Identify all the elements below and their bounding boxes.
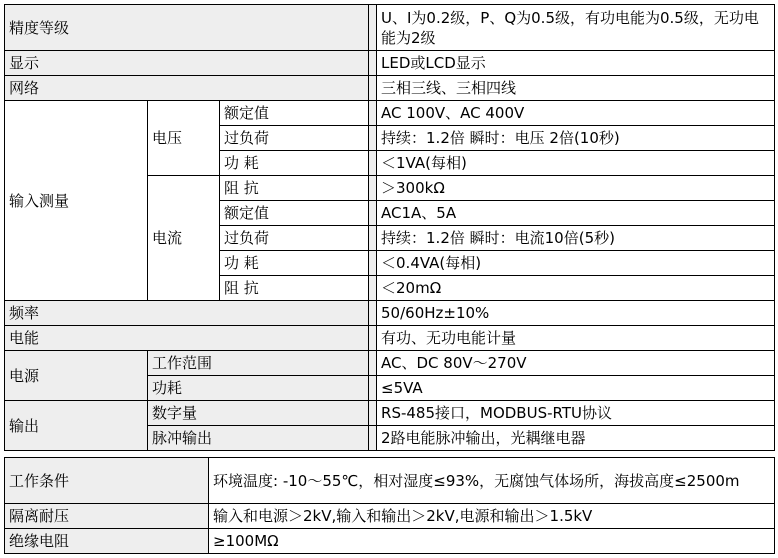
condition-label: 工作条件 (5, 458, 209, 504)
frequency-value: 50/60Hz±10% (377, 301, 775, 326)
supply-power-value: ≤5VA (377, 376, 775, 401)
voltage-label: 电压 (148, 101, 220, 176)
current-overload-value: 持续：1.2倍 瞬时：电流10倍(5秒) (377, 226, 775, 251)
current-power-value: ＜0.4VA(每相) (377, 251, 775, 276)
network-value: 三相三线、三相四线 (377, 76, 775, 101)
output-digital-row (5, 401, 775, 426)
accuracy-label: 精度等级 (5, 5, 369, 51)
voltage-power-value: ＜1VA(每相) (377, 151, 775, 176)
network-row (5, 76, 775, 101)
voltage-power-label: 功 耗 (220, 151, 369, 176)
accuracy-value: U、I为0.2级，P、Q为0.5级，有功电能为0.5级，无功电能为2级 (377, 5, 775, 51)
current-label: 电流 (148, 176, 220, 301)
voltage-rated-value: AC 100V、AC 400V (377, 101, 775, 126)
output-pulse-label: 脉冲输出 (148, 426, 369, 451)
insulation-row (5, 529, 775, 554)
current-power-label: 功 耗 (220, 251, 369, 276)
spec-table (4, 4, 775, 451)
display-row (5, 51, 775, 76)
voltage-overload-label: 过负荷 (220, 126, 369, 151)
current-overload-label: 过负荷 (220, 226, 369, 251)
current-impedance2-label: 阻 抗 (220, 276, 369, 301)
network-label: 网络 (5, 76, 369, 101)
voltage-rated-row (5, 101, 775, 126)
output-digital-label: 数字量 (148, 401, 369, 426)
display-value: LED或LCD显示 (377, 51, 775, 76)
voltage-rated-label: 额定值 (220, 101, 369, 126)
energy-label: 电能 (5, 326, 369, 351)
output-label: 输出 (5, 401, 148, 451)
environment-table (4, 457, 775, 554)
current-impedance2-value: ＜20mΩ (377, 276, 775, 301)
output-pulse-value: 2路电能脉冲输出，光耦继电器 (377, 426, 775, 451)
current-impedance-label: 阻 抗 (220, 176, 369, 201)
energy-value: 有功、无功电能计量 (377, 326, 775, 351)
accuracy-row (5, 5, 775, 51)
current-impedance-value: ＞300kΩ (377, 176, 775, 201)
isolation-row (5, 504, 775, 529)
insulation-value: ≥100MΩ (209, 529, 775, 554)
display-label: 显示 (5, 51, 369, 76)
current-rated-value: AC1A、5A (377, 201, 775, 226)
isolation-label: 隔离耐压 (5, 504, 209, 529)
insulation-label: 绝缘电阻 (5, 529, 209, 554)
condition-value: 环境温度: -10～55℃，相对湿度≤93%，无腐蚀气体场所，海拔高度≤2500m (209, 458, 775, 504)
supply-label: 电源 (5, 351, 148, 401)
supply-range-label: 工作范围 (148, 351, 369, 376)
voltage-overload-value: 持续：1.2倍 瞬时：电压 2倍(10秒) (377, 126, 775, 151)
frequency-row (5, 301, 775, 326)
output-digital-value: RS-485接口，MODBUS-RTU协议 (377, 401, 775, 426)
frequency-label: 频率 (5, 301, 369, 326)
current-rated-label: 额定值 (220, 201, 369, 226)
supply-range-row (5, 351, 775, 376)
isolation-value: 输入和电源＞2kV,输入和输出＞2kV,电源和输出＞1.5kV (209, 504, 775, 529)
supply-power-label: 功耗 (148, 376, 369, 401)
energy-row (5, 326, 775, 351)
condition-row (5, 458, 775, 504)
input-label: 输入测量 (5, 101, 148, 301)
supply-range-value: AC、DC 80V～270V (377, 351, 775, 376)
